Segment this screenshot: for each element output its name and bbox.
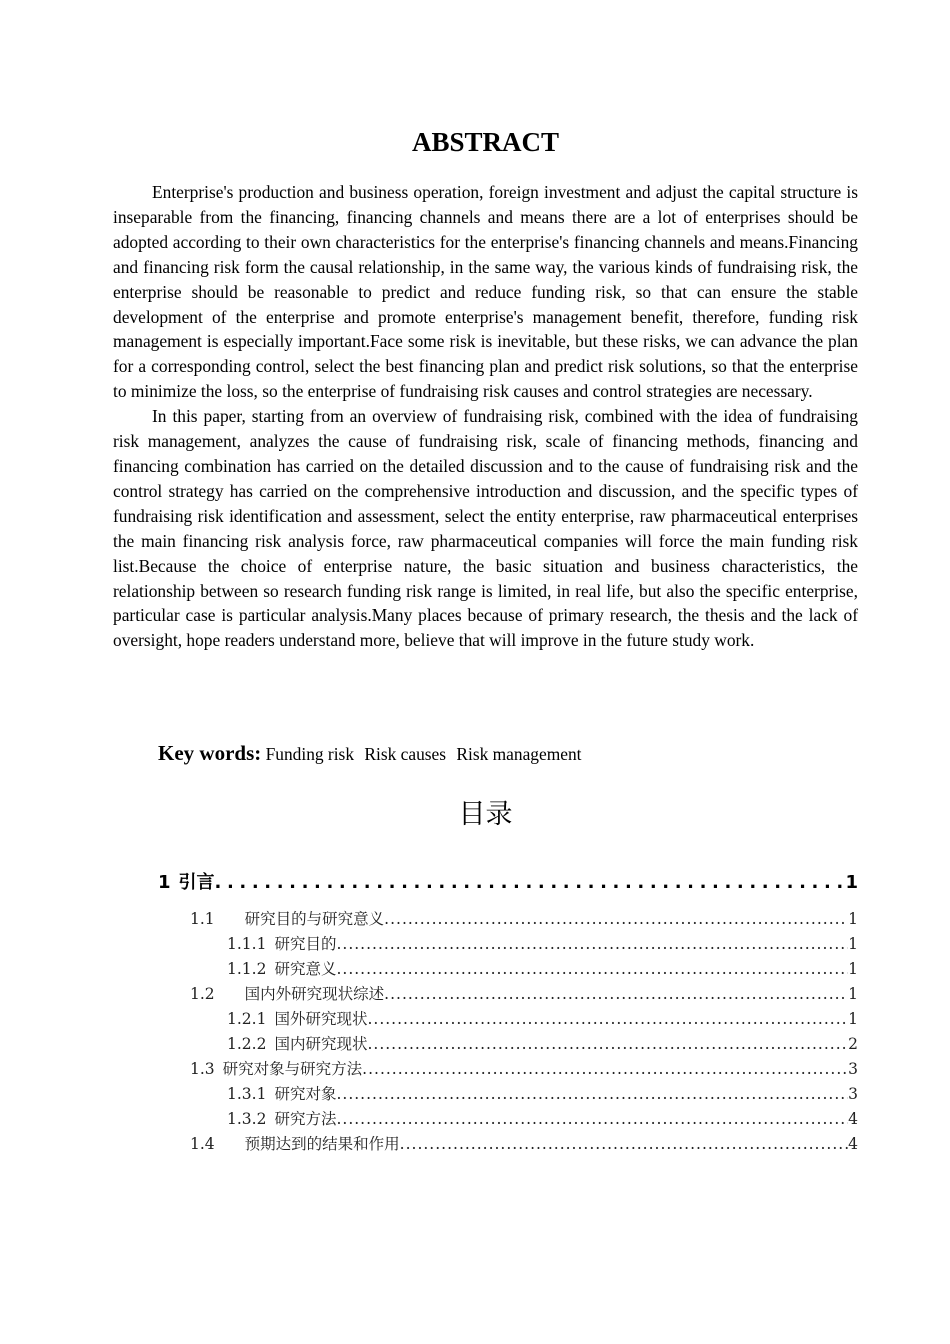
toc-entry-level3[interactable]: [227, 1082, 858, 1107]
toc-entry-title: 研究方法: [274, 1110, 337, 1128]
toc-entry-number: 1.3.1: [227, 1085, 267, 1103]
toc-entry-page: 3: [848, 1085, 858, 1103]
toc-entry-level1[interactable]: [158, 870, 858, 896]
toc-entry-page: 1: [848, 935, 858, 953]
toc-leader-dots: [367, 1032, 848, 1057]
toc-leader-dots: [336, 1082, 848, 1107]
toc-entry-level3[interactable]: [227, 932, 858, 957]
toc-entry-number: 1.2.1: [227, 1010, 267, 1028]
toc-entry-level3[interactable]: [227, 1107, 858, 1132]
toc-entry-title: 国内研究现状: [274, 1035, 368, 1053]
toc-entry-number: 1.1.2: [227, 960, 267, 978]
toc-entry-page: 2: [848, 1035, 858, 1053]
toc-leader-dots: [384, 982, 848, 1007]
toc-leader-dots: [384, 907, 848, 932]
toc-entry-level2[interactable]: [190, 982, 858, 1007]
toc-entry-page: 3: [848, 1060, 858, 1078]
toc-leader-dots: [400, 1132, 848, 1157]
abstract-title: ABSTRACT: [411, 127, 560, 157]
toc-title: 目录: [458, 799, 513, 830]
toc-entry-title: 国内外研究现状综述: [244, 985, 385, 1003]
toc-entry-level3[interactable]: [227, 1032, 858, 1057]
keyword: Risk management: [456, 744, 582, 764]
toc-entry-page: 1: [848, 1010, 858, 1028]
toc-entry-page: 1: [848, 960, 858, 978]
toc-entry-level2[interactable]: [190, 1057, 858, 1082]
toc-entry-number: 1.2.2: [227, 1035, 267, 1053]
toc-entry-title: 研究目的与研究意义: [244, 910, 385, 928]
toc-entry-level2[interactable]: [190, 1132, 858, 1157]
toc-entry-title: 研究目的: [274, 935, 337, 953]
toc-leader-dots: [336, 932, 848, 957]
abstract-paragraph: In this paper, starting from an overview of fundraising risk, combined with the idea of fundraising risk management, analyzes the cause of fundraising risk, scale of financing methods, financing and financing combination has carried on the detailed discussion and to the cause of fundraising risk and the control strategy has carried on the comprehensive introduction and discussion, and the specific types of fundraising risk identification and assessment, select the entity enterprise, raw pharmaceutical enterprises the main financing risk analysis force, raw pharmaceutical companies will force the main funding risk list.Because the choice of enterprise nature, the basic situation and business characteristics, the relationship between so research funding risk range is limited, in real life, but also the specific enterprise, particular case is particular analysis.Many places because of primary research, the thesis and the lack of oversight, hope readers understand more, believe that will improve in the future study work.: [113, 406, 858, 651]
toc-entry-number: 1.1.1: [227, 935, 267, 953]
toc-entry-page: 1: [848, 985, 858, 1003]
toc-entry-title: 预期达到的结果和作用: [244, 1135, 400, 1153]
toc-leader-dots: [367, 1007, 848, 1032]
toc-entry-page: 1: [848, 910, 858, 928]
toc-entry-number: 1.2: [190, 985, 215, 1003]
toc-entry-number: 1.3.2: [227, 1110, 267, 1128]
toc-entry-level3[interactable]: [227, 1007, 858, 1032]
toc-leader-dots: [336, 957, 848, 982]
toc-entry-title: 研究对象: [274, 1085, 337, 1103]
toc-leader-dots: [215, 870, 846, 896]
toc-entry-page: 4: [848, 1135, 858, 1153]
toc-entry-level3[interactable]: [227, 957, 858, 982]
abstract-paragraph: Enterprise's production and business operation, foreign investment and adjust the capital structure is inseparable from the financing, financing channels and means there are a lot of enterprises should be adopted according to their own characteristics for the enterprise's financing channels and means.Financing and financing risk form the causal relationship, in the same way, the various kinds of fundraising risk, the enterprise should be reasonable to predict and reduce funding risk, so that can ensure the stable development of the enterprise and promote enterprise's management benefit, therefore, funding risk management is especially important.Face some risk is inevitable, but these risks, we can advance the plan for a corresponding control, select the best financing plan and predict risk solutions, so that the enterprise to minimize the loss, so the enterprise of fundraising risk causes and control strategies are necessary.: [113, 182, 858, 402]
toc-entry-number: 1.3: [190, 1060, 215, 1078]
toc-entry-title: 研究意义: [274, 960, 337, 978]
abstract-body: [113, 180, 858, 653]
toc-entry-number: 1.4: [190, 1135, 215, 1153]
keyword: Funding risk: [265, 744, 355, 764]
toc-entry-page: 1: [845, 872, 858, 893]
toc-entry-number: 1: [158, 872, 171, 893]
toc-entry-level2[interactable]: [190, 907, 858, 932]
toc-leader-dots: [336, 1107, 848, 1132]
toc-entry-number: 1.1: [190, 910, 215, 928]
keyword: Risk causes: [364, 744, 447, 764]
toc-entry-page: 4: [848, 1110, 858, 1128]
toc-entry-title: 引言: [178, 872, 215, 893]
keywords-line: [158, 740, 587, 767]
toc-entry-title: 国外研究现状: [274, 1010, 368, 1028]
toc-entry-title: 研究对象与研究方法: [222, 1060, 363, 1078]
toc-leader-dots: [362, 1057, 848, 1082]
keywords-label: Key words:: [158, 741, 262, 765]
